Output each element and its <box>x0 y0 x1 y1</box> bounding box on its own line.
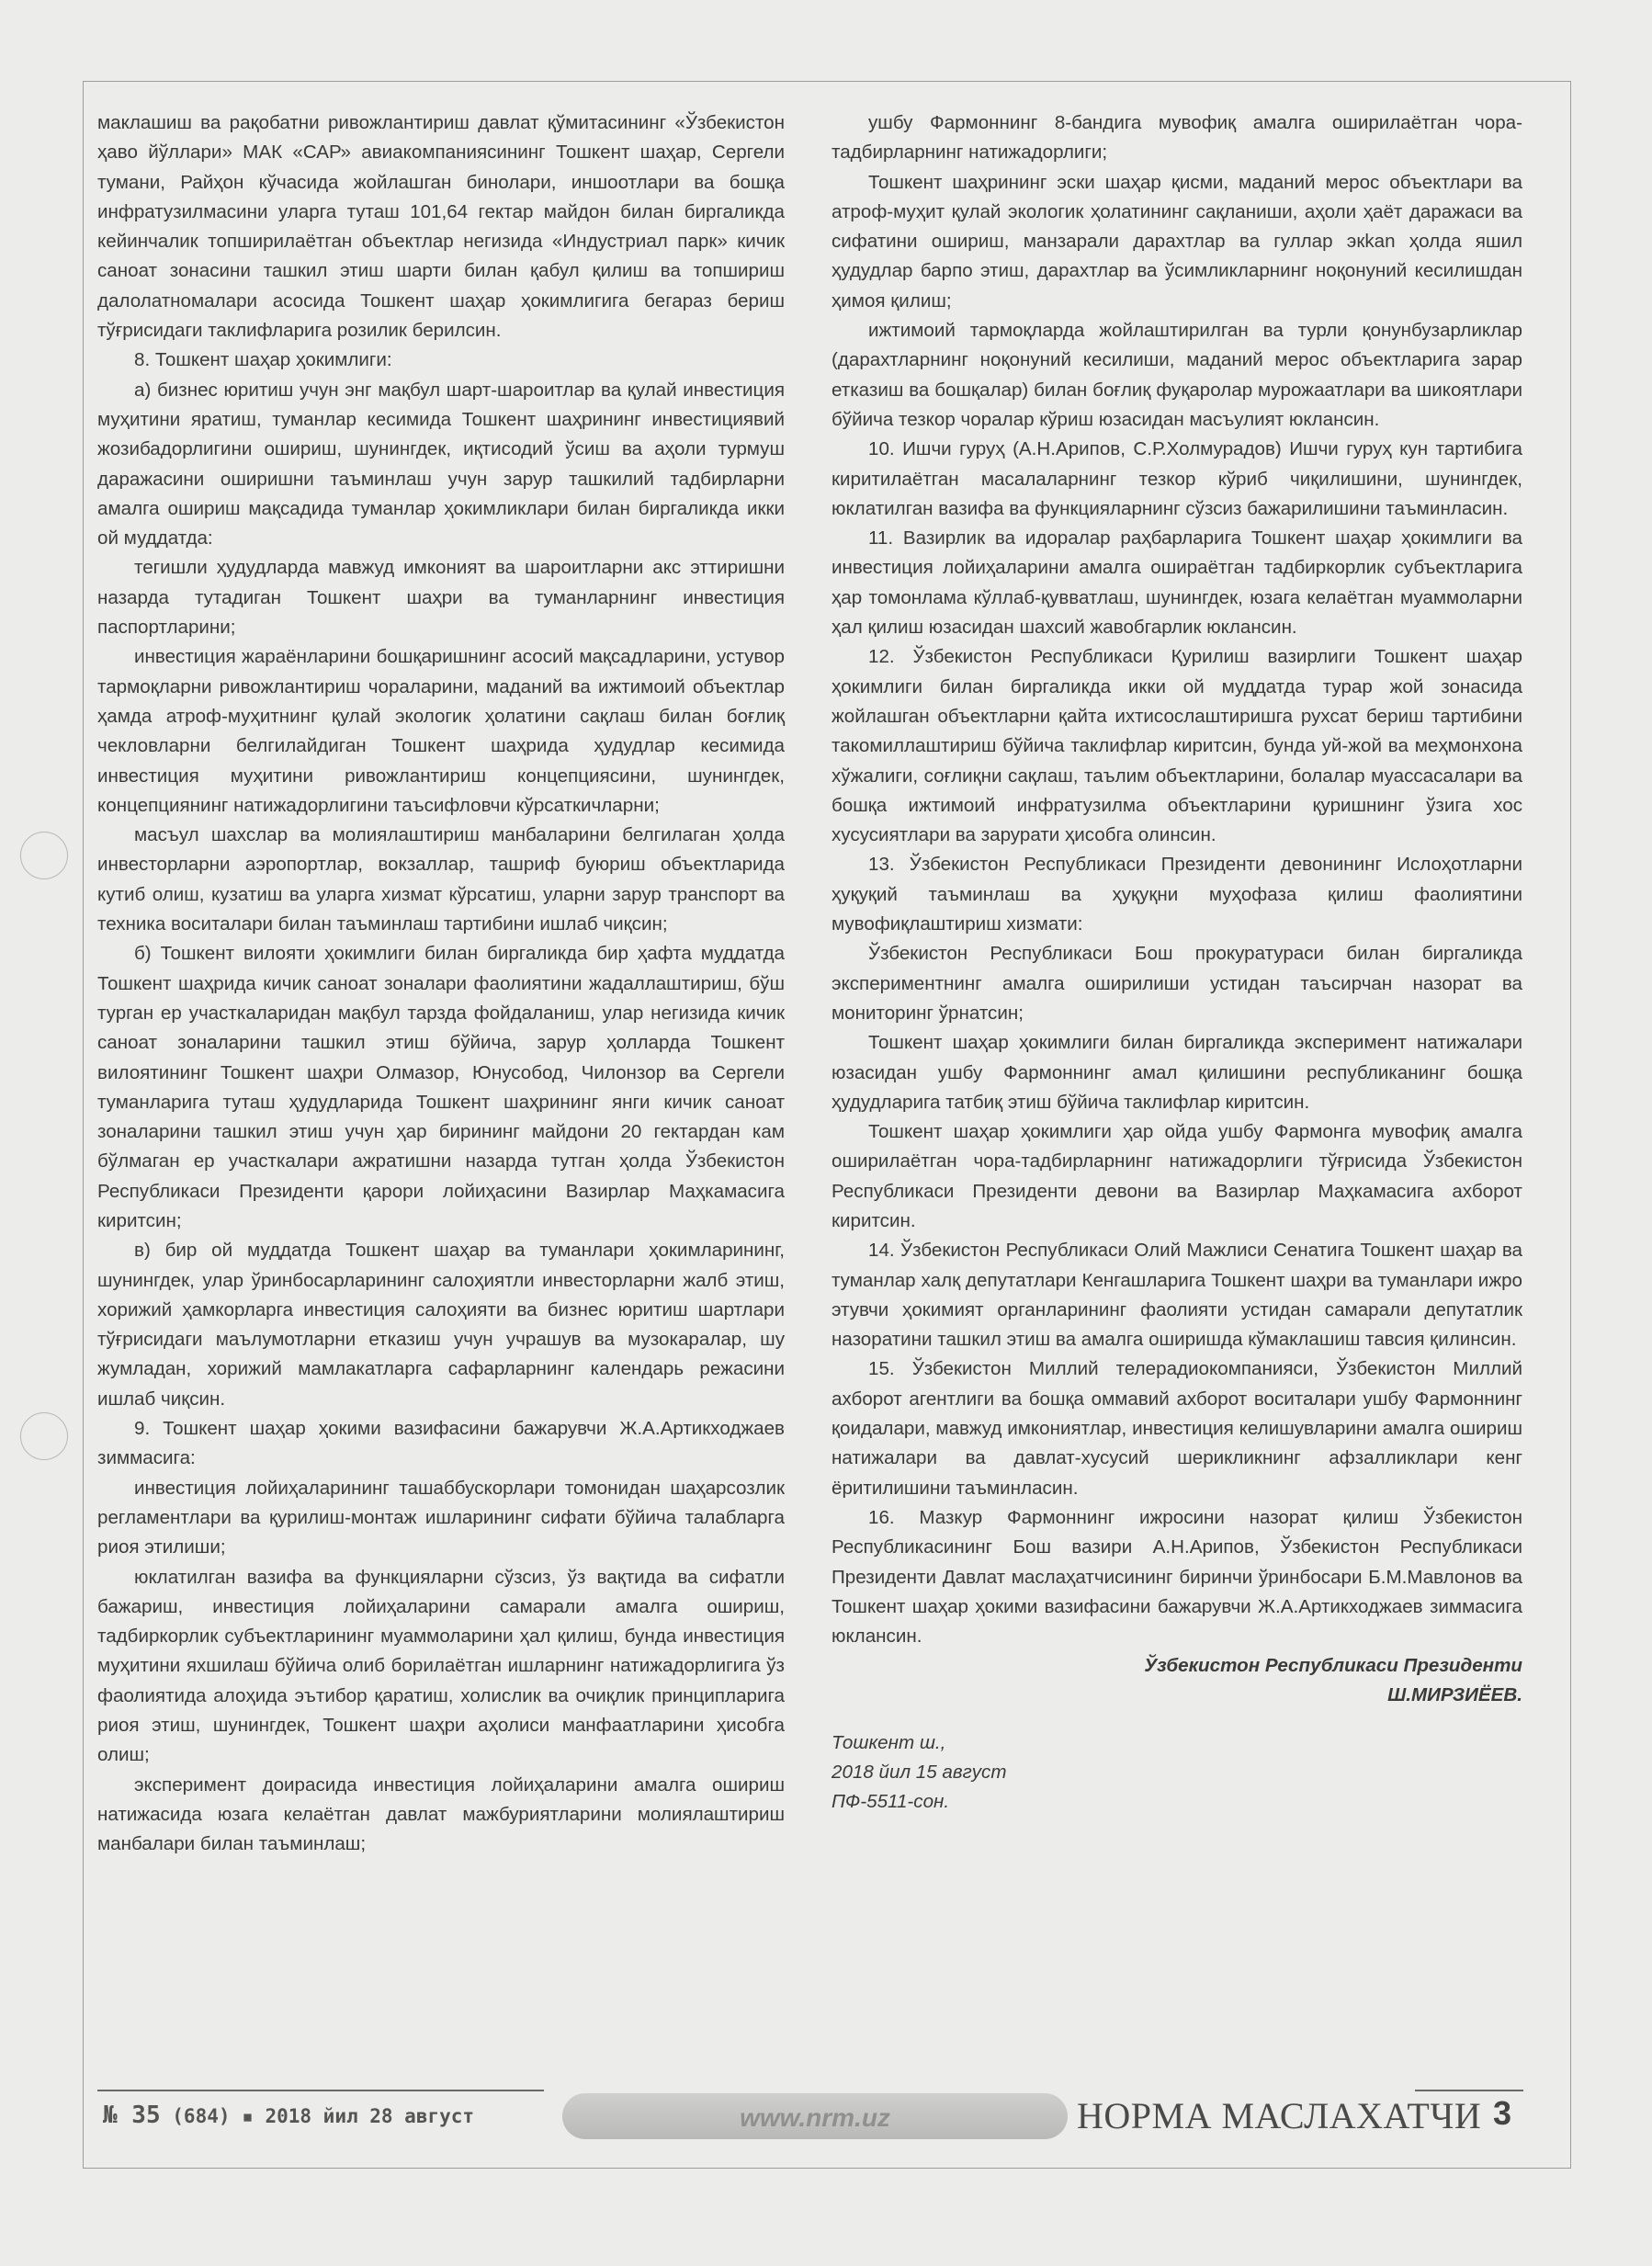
right-paragraph: 15. Ўзбекистон Миллий телерадиокомпанияси, Ўзбекистон Миллий ахборот агентлиги ва бошқа оммавий ахборот воситалари ушбу Фармоннинг қоидалари, мавжуд имкониятлар, инвестиция келишувларини амалга ошириш натижалари ва давлат-хусусий шерикликнинг афзалликлари кенг ёритилишини таъминласин. <box>832 1358 1522 1499</box>
left-paragraph: юклатилган вазифа ва функцияларни сўзсиз, ўз вақтида ва сифатли бажариш, инвестиция лойиҳаларини самарали амалга ошириш, тадбиркорлик субъектларининг муаммоларини ҳал қилиш, бунда инвестиция муҳитини яхшилаш бўйича олиб борилаётган ишларнинг натижадорлигига ўз фаолиятида алоҳида эътибор қаратиш, холислик ва очиқлик принципларига риоя этиш, шунингдек, Тошкент шаҳри аҳолиси манфаатларини ҳисобга олиш; <box>97 1566 785 1766</box>
footer-brand: НОРМА МАСЛАХАТЧИ <box>1077 2095 1482 2136</box>
page-number: 3 <box>1493 2094 1512 2132</box>
left-paragraph: инвестиция лойиҳаларининг ташаббускорлари томонидан шаҳарсозлик регламентлари ва қурилиш-монтаж ишларининг сифати бўйича талабларга риоя этилиши; <box>97 1477 785 1558</box>
issue-number: № 35 <box>103 2102 161 2129</box>
right-paragraph: 10. Ишчи гуруҳ (А.Н.Арипов, С.Р.Холмурадов) Ишчи гуруҳ кун тартибига киритилаётган масалаларнинг тезкор кўриб чиқилишини, шунингдек, юклатилган вазифа ва функцияларнинг сўзсиз бажарилишини таъминласин. <box>832 438 1522 519</box>
right-paragraph: 12. Ўзбекистон Республикаси Қурилиш вазирлиги Тошкент шаҳар ҳокимлиги билан биргаликда икки ой муддатда турар жой зонасида жойлашган объектларни қайта ихтисослаштиришга рухсат бериш тартибини такомиллаштириш бўйича таклифлар киритсин, бунда уй-жой ва меҳмонхона хўжалиги, соғлиқни сақлаш, таълим объектларини, болалар муассасалари ва бошқа ижтимоий инфратузилма объектларини қуришнинг ўзига хос хусусиятлари ва зарурати ҳисобга олинсин. <box>832 646 1522 846</box>
footer-url[interactable]: www.nrm.uz <box>740 2103 890 2132</box>
footer-rule-right <box>1415 2090 1523 2091</box>
left-paragraph: масъул шахслар ва молиялаштириш манбаларини белгилаган ҳолда инвесторларни аэропортлар, вокзаллар, ташриф буюриш объектларида кутиб олиш, кузатиш ва уларга хизмат кўрсатиш, уларни зарур транспорт ва техника воситалари билан таъминлаш тартибини ишлаб чиқсин; <box>97 824 785 935</box>
punch-hole-bottom <box>20 1412 68 1460</box>
footer-bullet: ▪ <box>242 2105 254 2127</box>
signature-name: Ш.МИРЗИЁЕВ. <box>1387 1684 1522 1706</box>
left-paragraph: тегишли ҳудудларда мавжуд имконият ва шароитларни акс эттиришни назарда тутадиган Тошкент шаҳри ва туманларнинг инвестиция паспортларини; <box>97 557 785 639</box>
footer-issue-info <box>103 2102 474 2129</box>
place-date-block <box>832 1728 1522 1817</box>
right-paragraph: ижтимоий тармоқларда жойлаштирилган ва турли қонунбузарликлар (дарахтларнинг ноқонуний кесилиши, маданий мерос объектларига зарар етказиш ва бошқалар) билан боғлиқ фуқаролар мурожаатлари ва шикоятлари бўйича тезкор чоралар кўриш юзасидан масъулият юклансин. <box>832 320 1522 430</box>
right-column <box>832 108 1522 1817</box>
signature-title: Ўзбекистон Республикаси Президенти <box>1144 1655 1522 1677</box>
issue-total: (684) <box>172 2105 231 2127</box>
right-paragraph: Тошкент шаҳрининг эски шаҳар қисми, маданий мерос объектлари ва атроф-муҳит қулай экологик ҳолатининг сақланиши, аҳоли ҳаёт даражаси ва сифатини ошириш, манзарали дарахтлар ва гуллар экkan ҳолда яшил ҳудудлар барпо этиш, дарахтлар ва ўсимликларнинг ноқонуний кесилишдан ҳимоя қилиш; <box>832 171 1522 312</box>
footer-rule-left <box>97 2090 544 2091</box>
left-paragraph: эксперимент доирасида инвестиция лойиҳаларини амалга ошириш натижасида юзага келаётган давлат мажбуриятларини молиялаштириш манбалари билан таъминлаш; <box>97 1773 785 1855</box>
right-paragraph: 16. Мазкур Фармоннинг ижросини назорат қилиш Ўзбекистон Республикасининг Бош вазири А.Н.Арипов, Ўзбекистон Республикаси Президенти Давлат маслаҳатчисининг биринчи ўринбосари Б.М.Мавлонов ва Тошкент шаҳар ҳокими вазифасини бажарувчи Ж.А.Артикходжаев зиммасига юклансин. <box>832 1506 1522 1648</box>
decree-date: 2018 йил 15 август <box>832 1762 1007 1784</box>
left-paragraph: 9. Тошкент шаҳар ҳокими вазифасини бажарувчи Ж.А.Артикходжаев зиммасига: <box>97 1418 785 1469</box>
left-column <box>97 108 785 1860</box>
right-paragraph: ушбу Фармоннинг 8-бандига мувофиқ амалга оширилаётган чора-тадбирларнинг натижадорлиги; <box>832 112 1522 164</box>
right-paragraph: Тошкент шаҳар ҳокимлиги ҳар ойда ушбу Фармонга мувофиқ амалга оширилаётган чора-тадбирларнинг натижадорлиги тўғрисида Ўзбекистон Республикаси Президенти девони ва Вазирлар Маҳкамасига ахборот киритсин. <box>832 1121 1522 1231</box>
left-paragraph: инвестиция жараёнларини бошқаришнинг асосий мақсадларини, устувор тармоқларни ривожлантириш чораларини, маданий ва ижтимоий объектлар ҳамда атроф-муҳитнинг қулай экологик ҳолатини сақлаш билан боғлиқ чекловларни белгилайдиган Тошкент шаҳрида ҳудудлар кесимида инвестиция муҳитини ривожлантириш концепциясини, шунингдек, концепциянинг натижадорлигини таъсифловчи кўрсаткичларни; <box>97 646 785 816</box>
right-paragraph: Ўзбекистон Республикаси Бош прокуратураси билан биргаликда экспериментнинг амалга оширилиши устидан таъсирчан назорат ва мониторинг ўрнатсин; <box>832 943 1522 1024</box>
punch-hole-top <box>20 832 68 879</box>
issue-date: 2018 йил 28 август <box>265 2105 475 2127</box>
left-paragraph: 8. Тошкент шаҳар ҳокимлиги: <box>134 349 392 371</box>
left-paragraph: а) бизнес юритиш учун энг мақбул шарт-шароитлар ва қулай инвестиция муҳитини яратиш, туманлар кесимида Тошкент шаҳрининг инвестициявий жозибадорлигини ошириш, шунингдек, иқтисодий ўсиш ва аҳоли турмуш даражасини оширишни таъминлаш учун зарур ташкилий тадбирларни амалга ошириш мақсадида туманлар ҳокимликлари билан биргаликда икки ой муддатда: <box>97 379 785 550</box>
right-paragraph: 13. Ўзбекистон Республикаси Президенти девонининг Ислоҳотларни ҳуқуқий таъминлаш ва ҳуқуқни муҳофаза қилиш фаолиятини мувофиқлаштириш хизмати: <box>832 854 1522 935</box>
right-paragraph: 11. Вазирлик ва идоралар раҳбарларига Тошкент шаҳар ҳокимлиги ва инвестиция лойиҳаларини амалга ошираётган тадбиркорлик субъектларига ҳар томонлама кўллаб-қувватлаш, шунингдек, юзага келаётган муаммоларни ҳал қилиш юзасидан шахсий жавобгарлик юклансин. <box>832 527 1522 639</box>
left-paragraph: маклашиш ва рақобатни ривожлантириш давлат қўмитасининг «Ўзбекистон ҳаво йўллари» МАК «САР» авиакомпаниясининг Тошкент шаҳар, Сергели тумани, Райҳон кўчасида жойлашган бинолари, иншоотлари ва бошқа инфратузилмасини уларга туташ 101,64 гектар майдон билан биргаликда кейинчалик топширилаётган объектлар негизида «Индустриал парк» кичик саноат зонасини ташкил этиш шарти билан қабул қилиш ва топшириш далолатномалари асосида Тошкент шаҳар ҳокимлигига бегараз бериш тўғрисидаги таклифларига розилик берилсин. <box>97 112 785 342</box>
right-paragraph: 14. Ўзбекистон Республикаси Олий Мажлиси Сенатига Тошкент шаҳар ва туманлар халқ депутатлари Кенгашларига Тошкент шаҳри ва туманлари ижро этувчи ҳокимият органларининг фаолияти устидан самарали депутатлик назоратини ташкил этиш ва амалга оширишда кўмаклашиш тавсия қилинсин. <box>832 1240 1522 1351</box>
right-paragraph: Тошкент шаҳар ҳокимлиги билан биргаликда эксперимент натижалари юзасидан ушбу Фармоннинг амал қилишини республиканинг бошқа ҳудудларига татбиқ этиш бўйича таклифлар киритсин. <box>832 1032 1522 1113</box>
left-paragraph: в) бир ой муддатда Тошкент шаҳар ва туманлари ҳокимларининг, шунингдек, улар ўринбосарларининг салоҳиятли инвесторларни жалб этиш, хорижий ҳамкорларга инвестиция салоҳияти ва бизнес юритиш шартлари тўғрисидаги маълумотларни етказиш учун учрашув ва музокаралар, шу жумладан, хорижий мамлакатларга сафарларнинг календарь режасини ишлаб чиқсин. <box>97 1240 785 1410</box>
place: Тошкент ш., <box>832 1732 946 1754</box>
decree-number: ПФ-5511-сон. <box>832 1791 950 1813</box>
left-paragraph: б) Тошкент вилояти ҳокимлиги билан биргаликда бир ҳафта муддатда Тошкент шаҳрида кичик саноат зоналари фаолиятини жадаллаштириш, бўш турган ер участкаларидан мақбул тарзда фойдаланиш, улар негизида кичик саноат зоналарини ташкил этиш бўйича, зарур ҳолларда Тошкент вилоятининг Тошкент шаҳри Олмазор, Юнусобод, Чилонзор ва Сергели туманларига туташ ҳудудларида Тошкент шаҳрининг янги кичик саноат зоналарини ташкил этиш учун ҳар бирининг майдони 20 гектардан кам бўлмаган ер участкалари ажратишни назарда тутган ҳолда Ўзбекистон Республикаси Президенти қарори лойиҳасини Вазирлар Маҳкамасига киритсин; <box>97 943 785 1231</box>
